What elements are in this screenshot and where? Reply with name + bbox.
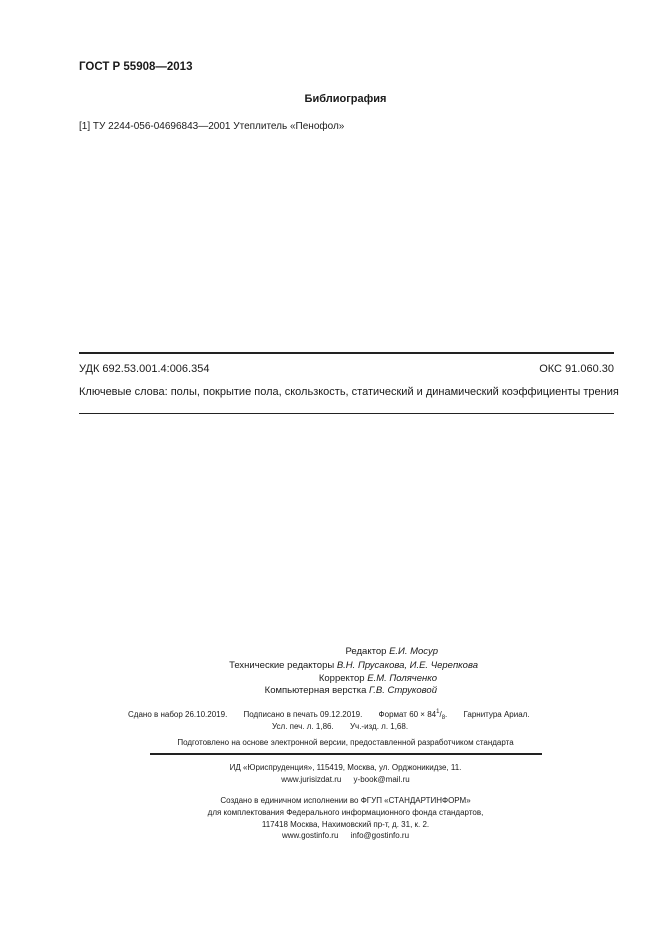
format-prefix: Формат 60 × 84	[378, 710, 437, 719]
producer-line-3: 117418 Москва, Нахимовский пр-т, д. 31, к. 2.	[261, 820, 430, 829]
sheets-info-row	[272, 722, 422, 731]
producer-contacts	[0, 831, 661, 840]
format-denominator: 8	[441, 715, 446, 721]
corrector-name: Е.М. Поляченко	[367, 673, 437, 684]
producer-line-2: для комплектования Федерального информационного фонда стандартов,	[207, 808, 484, 817]
editor-label: Редактор	[345, 646, 387, 657]
producer-email-link[interactable]: info@gostinfo.ru	[350, 831, 410, 840]
bibliography-title: Библиография	[304, 93, 387, 105]
producer-line-1: Создано в единичном исполнении во ФГУП «СТАНДАРТИНФОРМ»	[220, 796, 471, 805]
submitted-date: Сдано в набор 26.10.2019.	[128, 710, 228, 719]
publisher-email-link[interactable]: y-book@mail.ru	[353, 775, 410, 784]
editor-name: Е.И. Мосур	[389, 646, 438, 657]
credit-tech-editors	[229, 660, 478, 671]
layout-label: Компьютерная верстка	[264, 685, 367, 696]
bottom-divider	[150, 753, 542, 755]
credit-editor	[346, 646, 438, 657]
producer-site-link[interactable]: www.gostinfo.ru	[281, 831, 339, 840]
udk-code: УДК 692.53.001.4:006.354	[79, 363, 210, 375]
publisher-site-link[interactable]: www.jurisizdat.ru	[281, 775, 342, 784]
publisher-address: ИД «Юриспруденция», 115419, Москва, ул. Орджоникидзе, 11.	[229, 763, 462, 772]
document-code: ГОСТ Р 55908—2013	[79, 61, 193, 73]
prepared-note: Подготовлено на основе электронной версии, предоставленной разработчиком стандарта	[177, 738, 514, 747]
credit-layout	[265, 685, 437, 696]
keywords-line: Ключевые слова: полы, покрытие пола, скользкость, статический и динамический коэффициенты трения	[79, 386, 619, 398]
oks-code: ОКС 91.060.30	[539, 363, 614, 375]
publisher-sheets: Уч.-изд. л. 1,68.	[349, 722, 409, 731]
bibliography-entry: [1] ТУ 2244-056-04696843—2001 Утеплитель «Пенофол»	[79, 121, 345, 132]
format-numerator: 1	[436, 709, 440, 715]
layout-name: Г.В. Струковой	[369, 685, 437, 696]
paper-format: Формат $60 \times 84^1/_8$.	[378, 709, 448, 721]
signed-date: Подписано в печать 09.12.2019.	[243, 710, 363, 719]
publisher-contacts	[0, 775, 661, 784]
middle-divider	[79, 413, 614, 414]
print-info-row	[128, 709, 544, 721]
tech-editors-names: В.Н. Прусакова, И.Е. Черепкова	[336, 660, 478, 671]
corrector-label: Корректор	[318, 673, 365, 684]
print-sheets: Усл. печ. л. 1,86.	[272, 722, 334, 731]
top-divider	[79, 352, 614, 354]
credit-corrector	[319, 673, 437, 684]
typeface-info: Гарнитура Ариал.	[463, 710, 530, 719]
tech-editors-label: Технические редакторы	[229, 660, 335, 671]
